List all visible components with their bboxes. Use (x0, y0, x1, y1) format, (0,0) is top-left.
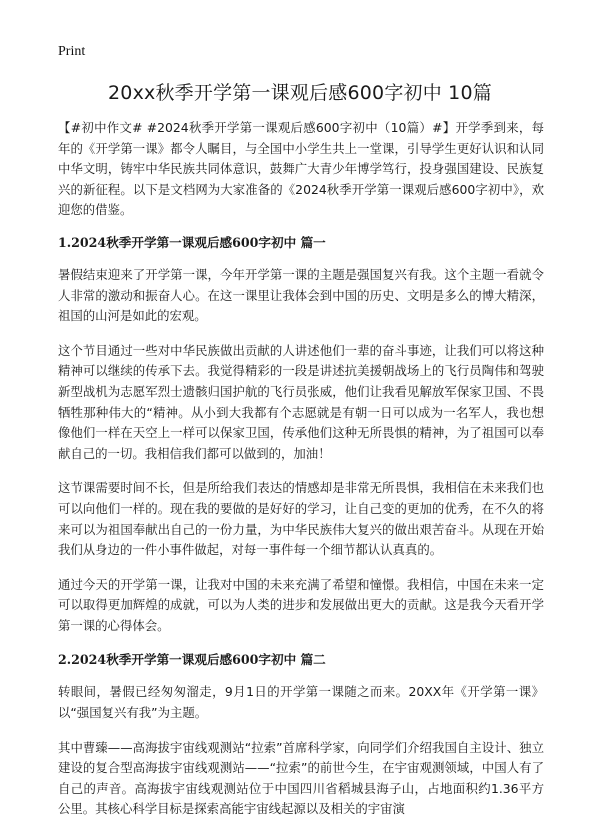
paragraph: 其中曹臻——高海拔宇宙线观测站“拉索”首席科学家，向同学们介绍我国自主设计、独立建设的复合型高海拔宇宙线观测站——“拉索”的前世今生，在宇宙观测领域，中国人有了自己的声音。高海拔宇宙线观测站位于中国四川省稻城县海子山，占地面积约1.36平方公里。其核心科学目标是探索高能宇宙线起源以及相关的宇宙演 (58, 739, 544, 817)
page-title: 20xx秋季开学第一课观后感600字初中 10篇 (108, 82, 492, 104)
paragraph: 这节课需要时间不长，但是所给我们表达的情感却是非常无所畏惧，我相信在未来我们也可以向他们一样的。现在我的要做的是好好的学习，让自己变的更加的优秀，在不久的将来可以为祖国奉献出自己的一份力量，为中华民族伟大复兴的做出艰苦奋斗。从现在开始我们从身边的一件小事件做起，对每一事件每一个细节都认认真真的。 (58, 480, 544, 558)
paragraph: 这个节目通过一些对中华民族做出贡献的人讲述他们一辈的奋斗事迹，让我们可以将这种精神可以继续的传承下去。我觉得精彩的一段是讲述抗美援朝战场上的飞行员陶伟和驾驶新型战机为志愿军烈士遗骸归国护航的飞行员张威，他们让我看见解放军保家卫国、不畏牺牲那种伟大的“精神。从小到大我都有个志愿就是有朝一日可以成为一名军人，我也想像他们一样在天空上一样可以保家卫国，传承他们这种无所畏惧的精神，为了祖国可以奉献自己的一切。我相信我们都可以做到的，加油！ (58, 342, 544, 461)
section-heading: 2.2024秋季开学第一课观后感600字初中 篇二 (58, 652, 326, 668)
section-heading: 1.2024秋季开学第一课观后感600字初中 篇一 (58, 234, 326, 250)
print-link[interactable]: Print (58, 44, 86, 59)
paragraph: 转眼间，暑假已经匆匆溜走，9月1日的开学第一课随之而来。20XX年《开学第一课》以“强国复兴有我”为主题。 (58, 684, 544, 721)
intro-paragraph: 【#初中作文# #2024秋季开学第一课观后感600字初中（10篇）#】开学季到来，每年的《开学第一课》都令人瞩目，与全国中小学生共上一堂课，引导学生更好认识和认同中华文明，铸牢中华民族共同体意识，鼓舞广大青少年博学笃行，投身强国建设、民族复兴的新征程。以下是文档网为大家准备的《2024秋季开学第一课观后感600字初中》，欢迎您的借鉴。 (58, 120, 544, 218)
paragraph: 通过今天的开学第一课，让我对中国的未来充满了希望和憧憬。我相信，中国在未来一定可以取得更加辉煌的成就，可以为人类的进步和发展做出更大的贡献。这是我今天看开学第一课的心得体会。 (58, 576, 544, 633)
article-body (58, 118, 544, 834)
paragraph: 暑假结束迎来了开学第一课，今年开学第一课的主题是强国复兴有我。这个主题一看就令人非常的激动和振奋人心。在这一课里让我体会到中国的历史、文明是多么的博大精深，祖国的山河是如此的宏观。 (58, 266, 544, 324)
